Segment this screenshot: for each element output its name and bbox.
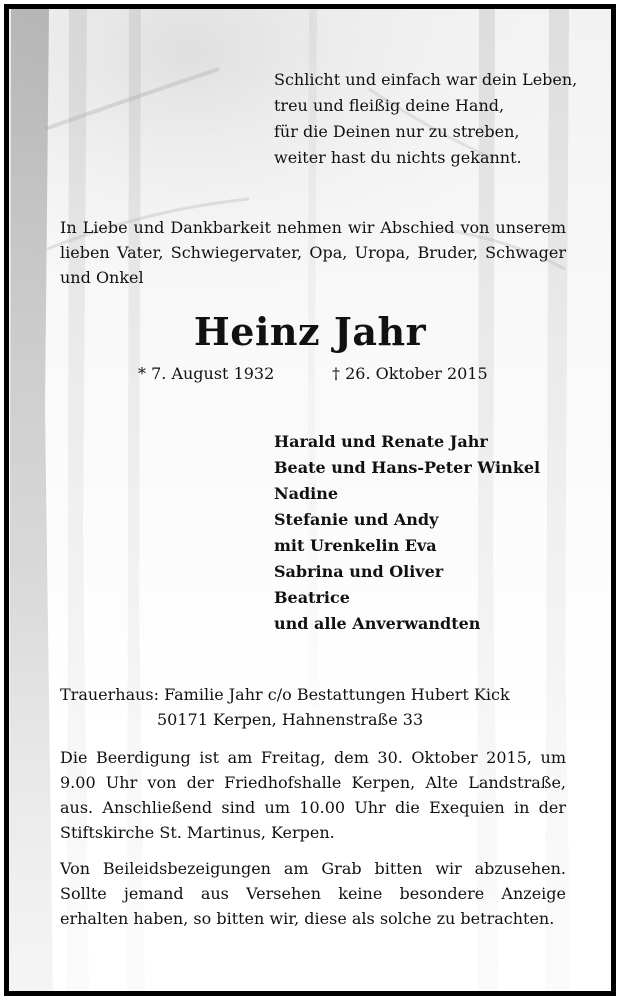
family-member: Nadine (274, 484, 339, 503)
poem-line: für die Deinen nur zu streben, (274, 122, 520, 141)
family-member: Sabrina und Oliver (274, 562, 444, 581)
family-member: Beatrice (274, 588, 350, 607)
condolence-notice: Von Beileidsbezeigungen am Grab bitten wir abzusehen. Sollte jemand aus Versehen keine besondere Anzeige erhalten haben, so bitten wir, diese als solche zu betrachten. (60, 859, 566, 928)
poem-line: Schlicht und einfach war dein Leben, (274, 70, 578, 89)
mourning-house-line: Trauerhaus: Familie Jahr c/o Bestattungen Hubert Kick (60, 685, 510, 704)
birth-date: * 7. August 1932 (138, 364, 275, 383)
funeral-notice: Die Beerdigung ist am Freitag, dem 30. Oktober 2015, um 9.00 Uhr von der Friedhofshalle Kerpen, Alte Landstraße, aus. Anschließend sind um 10.00 Uhr die Exequien in der Stiftskirche St. Martinus, Kerpen. (60, 748, 566, 842)
poem-verse (274, 67, 577, 171)
obituary-frame (4, 4, 616, 996)
deceased-name: Heinz Jahr (193, 309, 427, 354)
family-member: und alle Anverwandten (274, 614, 481, 633)
family-member: mit Urenkelin Eva (274, 536, 437, 555)
family-member: Stefanie und Andy (274, 510, 439, 529)
family-member: Harald und Renate Jahr (274, 432, 488, 451)
death-date: † 26. Oktober 2015 (332, 364, 488, 383)
poem-line: weiter hast du nichts gekannt. (274, 148, 522, 167)
intro-paragraph: In Liebe und Dankbarkeit nehmen wir Abschied von unserem lieben Vater, Schwiegervater, Opa, Uropa, Bruder, Schwager und Onkel (60, 218, 566, 287)
poem-line: treu und fleißig deine Hand, (274, 96, 505, 115)
family-list (274, 429, 540, 637)
mourning-house-street: 50171 Kerpen, Hahnenstraße 33 (157, 710, 424, 729)
family-member: Beate und Hans-Peter Winkel (274, 458, 541, 477)
mourning-house-address (60, 682, 510, 732)
